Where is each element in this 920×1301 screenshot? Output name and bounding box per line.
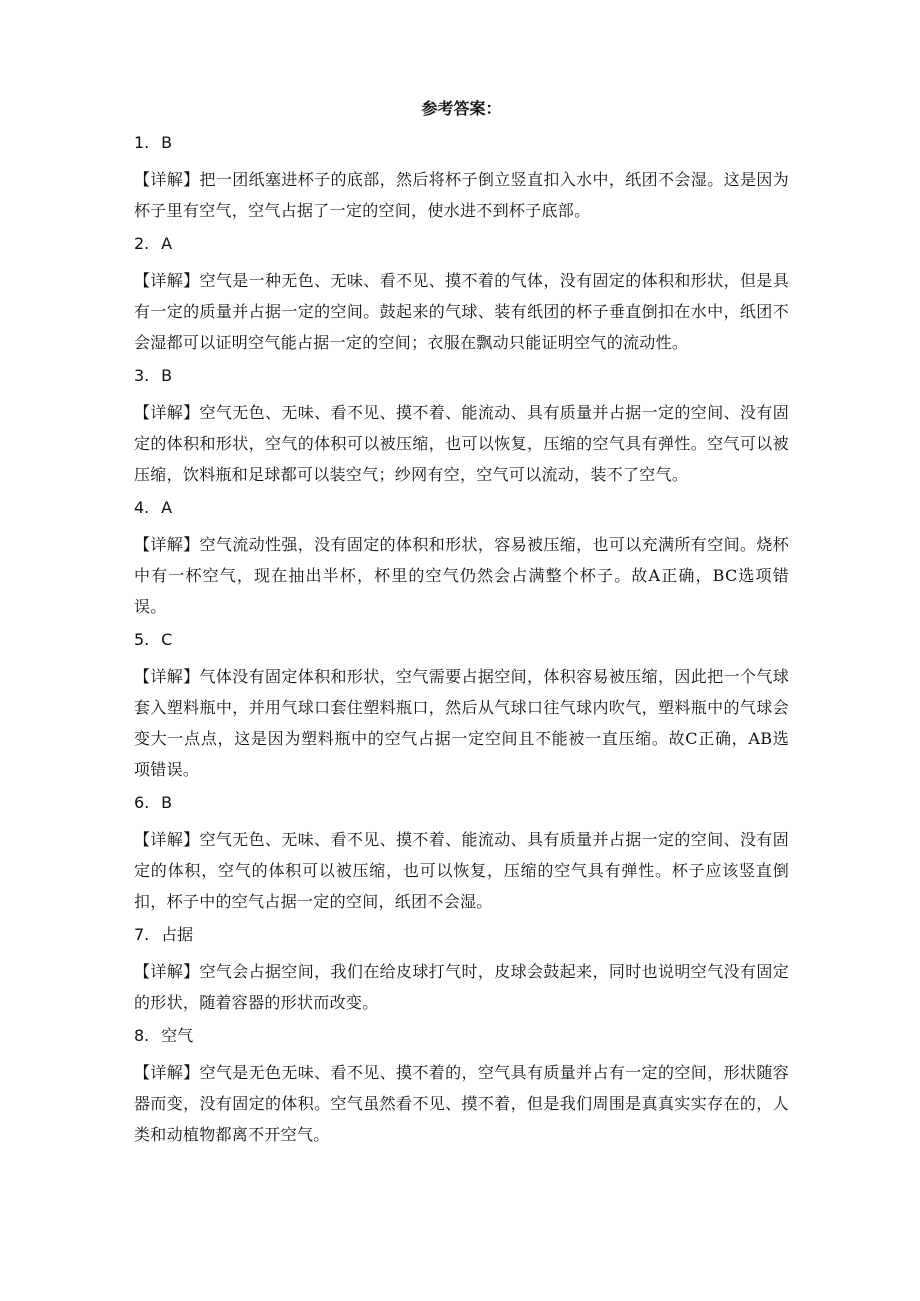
question-number: 3. — [134, 366, 150, 385]
answer-value: 占据 — [161, 925, 194, 944]
question-number: 1. — [134, 133, 150, 152]
question-number: 8. — [134, 1026, 150, 1045]
answer-item — [134, 924, 789, 1018]
answer-heading — [134, 629, 789, 651]
answer-value: B — [161, 793, 173, 812]
detail-text: 空气是一种无色、无味、看不见、摸不着的气体，没有固定的体积和形状，但是具有一定的质量并占据一定的空间。鼓起来的气球、装有纸团的杯子垂直倒扣在水中，纸团不会湿都可以证明空气能占据一定的空间；衣服在飘动只能证明空气的流动性。 — [134, 271, 789, 352]
answer-item — [134, 365, 789, 490]
answer-heading — [134, 132, 789, 154]
answer-heading — [134, 497, 789, 519]
detail-label: 【详解】 — [134, 403, 200, 422]
question-number: 6. — [134, 793, 150, 812]
detail-label: 【详解】 — [134, 1063, 200, 1082]
detail-label: 【详解】 — [134, 830, 200, 849]
answer-value: 空气 — [161, 1026, 194, 1045]
answer-heading — [134, 1025, 789, 1047]
answer-explanation — [134, 397, 789, 490]
answer-explanation — [134, 164, 789, 226]
answer-explanation — [134, 956, 789, 1018]
answer-heading — [134, 924, 789, 946]
answer-explanation — [134, 1057, 789, 1150]
detail-text: 空气流动性强，没有固定的体积和形状，容易被压缩，也可以充满所有空间。烧杯中有一杯空气，现在抽出半杯，杯里的空气仍然会占满整个杯子。故A正确，BC选项错误。 — [134, 535, 789, 616]
detail-label: 【详解】 — [134, 535, 200, 554]
answer-value: B — [161, 133, 173, 152]
answer-value: C — [161, 630, 173, 649]
answer-heading — [134, 792, 789, 814]
detail-text: 空气会占据空间，我们在给皮球打气时，皮球会鼓起来，同时也说明空气没有固定的形状，随着容器的形状而改变。 — [134, 962, 789, 1012]
answer-explanation — [134, 824, 789, 917]
detail-text: 空气无色、无味、看不见、摸不着、能流动、具有质量并占据一定的空间、没有固定的体积和形状，空气的体积可以被压缩，也可以恢复，压缩的空气具有弹性。空气可以被压缩，饮料瓶和足球都可以装空气；纱网有空，空气可以流动，装不了空气。 — [134, 403, 789, 484]
question-number: 5. — [134, 630, 150, 649]
answer-value: A — [161, 234, 173, 253]
answer-item — [134, 497, 789, 622]
answer-heading — [134, 233, 789, 255]
page-title: 参考答案： — [421, 99, 502, 118]
answer-key-page — [134, 98, 789, 1157]
answer-item — [134, 629, 789, 785]
answer-item — [134, 233, 789, 358]
answer-item — [134, 132, 789, 226]
question-number: 7. — [134, 925, 150, 944]
answer-item — [134, 792, 789, 917]
answer-explanation — [134, 529, 789, 622]
answer-explanation — [134, 661, 789, 785]
detail-text: 空气是无色无味、看不见、摸不着的，空气具有质量并占有一定的空间，形状随容器而变，没有固定的体积。空气虽然看不见、摸不着，但是我们周围是真真实实存在的，人类和动植物都离不开空气。 — [134, 1063, 789, 1144]
detail-text: 空气无色、无味、看不见、摸不着、能流动、具有质量并占据一定的空间、没有固定的体积，空气的体积可以被压缩，也可以恢复，压缩的空气具有弹性。杯子应该竖直倒扣，杯子中的空气占据一定的空间，纸团不会湿。 — [134, 830, 789, 911]
answer-value: A — [161, 498, 173, 517]
detail-label: 【详解】 — [134, 271, 200, 290]
answer-heading — [134, 365, 789, 387]
detail-text: 气体没有固定体积和形状，空气需要占据空间，体积容易被压缩，因此把一个气球套入塑料瓶中，并用气球口套住塑料瓶口，然后从气球口往气球内吹气，塑料瓶中的气球会变大一点点，这是因为塑料瓶中的空气占据一定空间且不能被一直压缩。故C正确，AB选项错误。 — [134, 667, 789, 779]
answer-list — [134, 132, 789, 1150]
question-number: 2. — [134, 234, 150, 253]
answer-explanation — [134, 265, 789, 358]
detail-label: 【详解】 — [134, 667, 200, 686]
answer-value: B — [161, 366, 173, 385]
detail-label: 【详解】 — [134, 962, 200, 981]
answer-item — [134, 1025, 789, 1150]
detail-label: 【详解】 — [134, 170, 200, 189]
detail-text: 把一团纸塞进杯子的底部，然后将杯子倒立竖直扣入水中，纸团不会湿。这是因为杯子里有空气，空气占据了一定的空间，使水进不到杯子底部。 — [134, 170, 789, 220]
question-number: 4. — [134, 498, 150, 517]
